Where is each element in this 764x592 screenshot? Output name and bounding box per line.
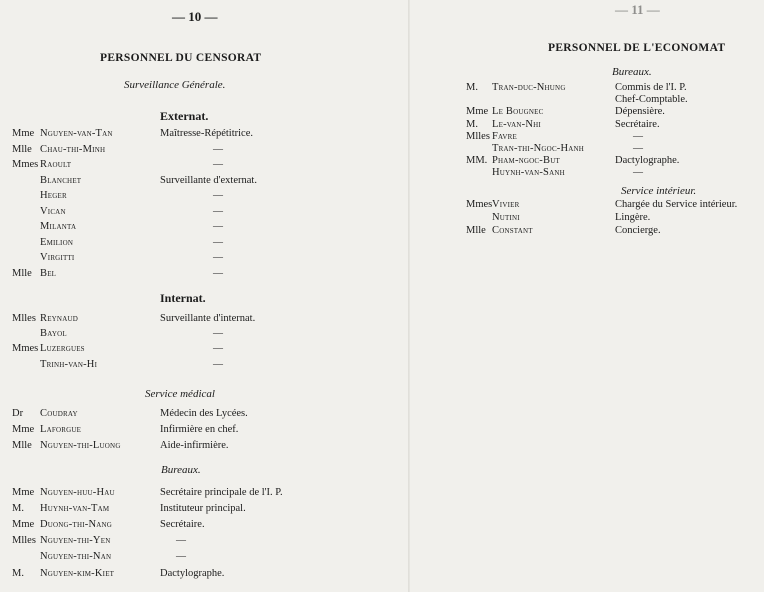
staff-role: Chef-Comptable. xyxy=(615,94,688,106)
service-heading: Service intérieur. xyxy=(621,185,697,197)
staff-name: Huynh-van-Tam xyxy=(40,503,110,515)
surveillance-subtitle: Surveillance Générale. xyxy=(124,79,226,91)
staff-row-huynh-van-tam xyxy=(0,502,410,516)
staff-name: Nguyen-thi-Luong xyxy=(40,440,121,451)
staff-row-bel xyxy=(0,267,410,281)
staff-title: Mlle xyxy=(12,267,32,279)
medical-heading: Service médical xyxy=(145,388,215,400)
staff-row-emilion xyxy=(0,236,410,250)
staff-name: Le Bougnec xyxy=(492,106,544,118)
staff-name: Nguyen-thi-Yen xyxy=(40,535,111,547)
staff-title: Mmes xyxy=(12,159,39,170)
staff-row-nguyen-thi-yen xyxy=(0,534,410,548)
staff-title: M. xyxy=(466,82,478,93)
staff-role: Secrétaire principale de l'I. P. xyxy=(160,487,283,498)
staff-row-virgitti xyxy=(0,251,410,265)
staff-role: Instituteur principal. xyxy=(160,503,246,515)
staff-name: Raoult xyxy=(40,159,72,170)
staff-role: Maîtresse-Répétitrice. xyxy=(160,128,254,139)
staff-name: Bayol xyxy=(40,328,67,340)
staff-name: Tran-duc-Nhung xyxy=(492,82,566,93)
ditto-dash: — xyxy=(213,236,223,248)
staff-name: Nguyen-kim-Kiet xyxy=(40,567,115,579)
staff-role: Commis de l'I. P. xyxy=(615,82,687,93)
ditto-dash: — xyxy=(633,167,643,179)
staff-name: Coudray xyxy=(40,408,78,419)
staff-name: Nguyen-van-Tan xyxy=(40,128,113,139)
staff-row-raoult xyxy=(0,158,410,172)
staff-name: Pham-ngoc-But xyxy=(492,155,560,167)
staff-name: Emilion xyxy=(40,236,74,248)
ditto-dash: — xyxy=(176,551,186,563)
ditto-dash: — xyxy=(633,143,643,154)
staff-name: Duong-thi-Nang xyxy=(40,519,113,531)
bureaux-heading-left: Bureaux. xyxy=(161,464,201,476)
staff-row-coudray xyxy=(0,407,410,421)
staff-role: Dactylographe. xyxy=(615,155,680,167)
staff-title: Mlles xyxy=(466,130,490,142)
ditto-dash: — xyxy=(213,252,223,263)
ditto-dash: — xyxy=(213,205,223,217)
staff-row-chau-thi-minh xyxy=(0,143,410,157)
staff-role: Secrétaire. xyxy=(615,118,660,130)
staff-row-nguyen-thi-nan xyxy=(0,550,410,564)
staff-name: Tran-thi-Ngoc-Hanh xyxy=(492,143,585,154)
staff-title: Mlles xyxy=(12,535,36,547)
staff-role: Secrétaire. xyxy=(160,519,205,531)
staff-row-laforgue xyxy=(0,423,410,437)
staff-title: Mme xyxy=(12,128,35,139)
staff-name: Vivier xyxy=(492,199,520,210)
staff-title: Mme xyxy=(12,519,35,531)
bureaux-heading-right: Bureaux. xyxy=(612,66,652,78)
ditto-dash: — xyxy=(213,328,223,340)
right-page-number: — 11 — xyxy=(615,2,660,17)
staff-name: Nguyen-thi-Nan xyxy=(40,551,112,563)
staff-title: Mlles xyxy=(12,313,36,324)
economat-title: PERSONNEL DE L'ECONOMAT xyxy=(548,42,726,54)
staff-name: Le-van-Nhi xyxy=(492,118,541,130)
staff-name: Trinh-van-Hi xyxy=(40,358,98,370)
staff-row-duong-thi-nang xyxy=(0,518,410,532)
externat-heading: Externat. xyxy=(160,109,209,123)
staff-row-reynaud xyxy=(0,312,410,326)
staff-row-nguyen-kim-kiet xyxy=(0,567,410,581)
staff-title: M. xyxy=(12,503,24,515)
staff-name: Nutini xyxy=(492,211,520,223)
staff-name: Favre xyxy=(492,130,517,142)
staff-name: Nguyen-huu-Hau xyxy=(40,487,115,498)
ditto-dash: — xyxy=(213,190,223,201)
staff-role: Infirmière en chef. xyxy=(160,424,239,435)
staff-row-nguyen-huu-hau xyxy=(0,486,410,500)
internat-heading: Internat. xyxy=(160,291,206,305)
staff-title: M. xyxy=(466,118,478,130)
ditto-dash: — xyxy=(213,221,223,232)
staff-row-vican xyxy=(0,205,410,219)
staff-row-luzergues xyxy=(0,342,410,356)
staff-title: Dr xyxy=(12,408,24,419)
staff-row-constant xyxy=(410,224,764,238)
staff-name: Blanchet xyxy=(40,174,82,186)
staff-role: Concierge. xyxy=(615,224,661,236)
left-page-number: — 10 — xyxy=(172,9,218,24)
ditto-dash: — xyxy=(213,343,223,355)
staff-row-milanta xyxy=(0,220,410,234)
staff-name: Vican xyxy=(40,205,66,217)
staff-name: Virgitti xyxy=(40,252,75,263)
staff-title: Mme xyxy=(12,487,35,498)
ditto-dash: — xyxy=(633,130,643,142)
staff-name: Constant xyxy=(492,224,533,236)
ditto-dash: — xyxy=(176,535,186,547)
staff-title: Mlle xyxy=(12,143,32,155)
staff-title: Mme xyxy=(12,424,35,435)
staff-row-bayol xyxy=(0,327,410,341)
staff-row-heger xyxy=(0,189,410,203)
ditto-dash: — xyxy=(213,267,223,279)
right-page xyxy=(410,0,764,592)
censorat-title: PERSONNEL DU CENSORAT xyxy=(100,52,262,64)
staff-row-huynh-van-sanh xyxy=(410,166,764,180)
staff-name: Laforgue xyxy=(40,424,82,435)
staff-role: Chargée du Service intérieur. xyxy=(615,199,738,210)
staff-title: M. xyxy=(12,567,24,579)
staff-title: Mmes xyxy=(466,199,493,210)
staff-title: MM. xyxy=(466,155,488,167)
staff-row-nguyen-van-tan xyxy=(0,127,410,141)
staff-name: Milanta xyxy=(40,221,77,232)
staff-name: Huynh-van-Sanh xyxy=(492,167,565,179)
staff-role: Dépensière. xyxy=(615,106,665,118)
staff-row-blanchet xyxy=(0,174,410,188)
staff-name: Reynaud xyxy=(40,313,78,324)
staff-name: Chau-thi-Minh xyxy=(40,143,106,155)
staff-name: Luzergues xyxy=(40,343,85,355)
staff-role: Médecin des Lycées. xyxy=(160,408,248,419)
staff-title: Mlle xyxy=(466,224,486,236)
staff-role: Surveillante d'internat. xyxy=(160,313,256,324)
staff-role: Surveillante d'externat. xyxy=(160,174,257,186)
staff-title: Mme xyxy=(466,106,489,118)
ditto-dash: — xyxy=(213,143,223,155)
staff-name: Heger xyxy=(40,190,67,201)
staff-row-nguyen-thi-luong xyxy=(0,439,410,453)
ditto-dash: — xyxy=(213,159,223,170)
staff-row-trinh-van-hi xyxy=(0,358,410,372)
staff-title: Mlle xyxy=(12,440,32,451)
staff-role: Lingère. xyxy=(615,211,651,223)
staff-role: Aide-infirmière. xyxy=(160,440,229,451)
ditto-dash: — xyxy=(213,358,223,370)
staff-title: Mmes xyxy=(12,343,39,355)
staff-name: Bel xyxy=(40,267,57,279)
staff-role: Dactylographe. xyxy=(160,567,225,579)
